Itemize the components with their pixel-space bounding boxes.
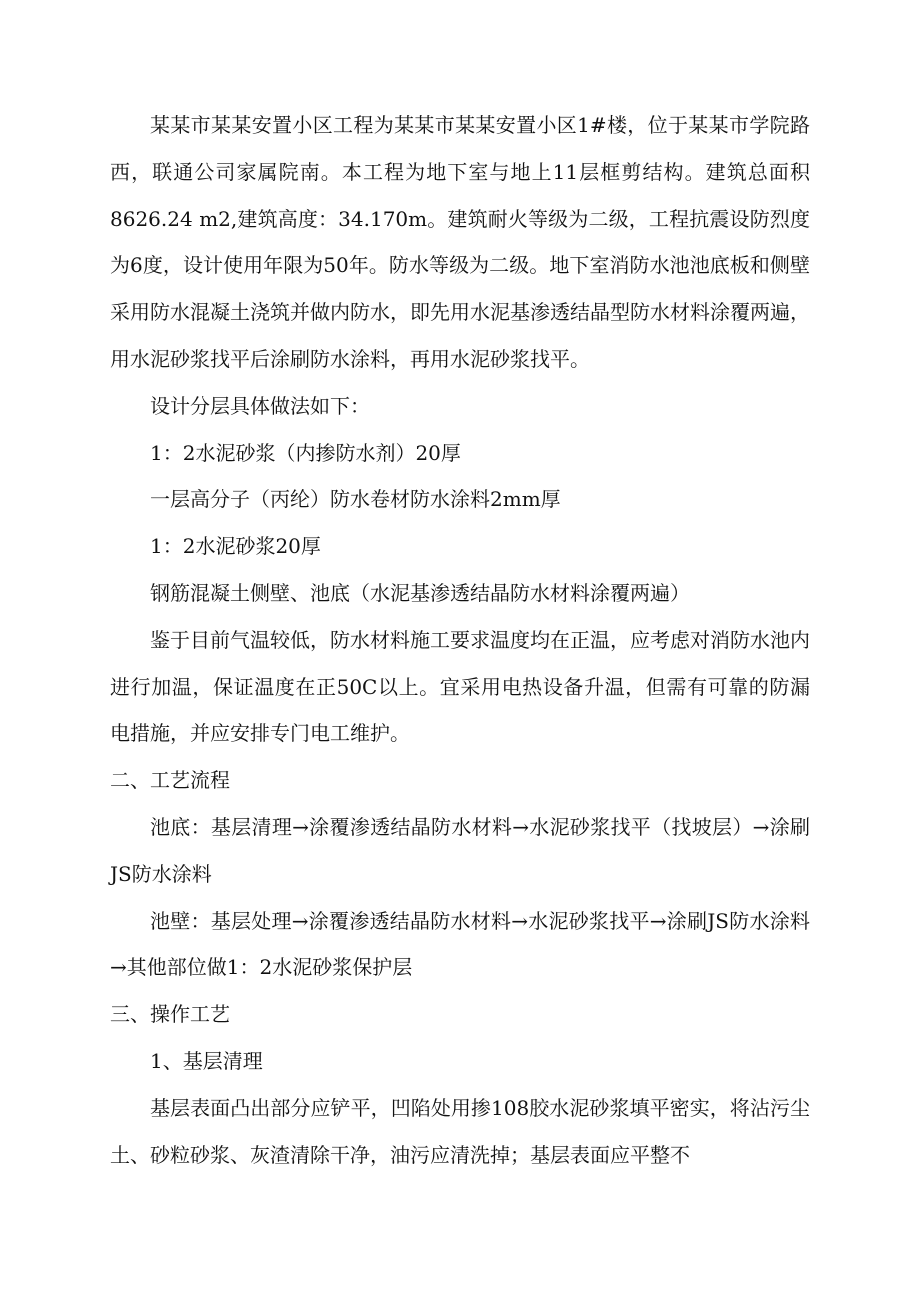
paragraph-layer-2: 一层高分子（丙纶）防水卷材防水涂料2mm厚	[150, 487, 561, 512]
paragraph-layer-1: 1：2水泥砂浆（内掺防水剂）20厚	[150, 440, 461, 465]
paragraph-heating-note: 鉴于目前气温较低，防水材料施工要求温度均在正温，应考虑对消防水池内进行加温，保证温度在正50C以上。宜采用电热设备升温，但需有可靠的防漏电措施，并应安排专门电工维护。	[110, 627, 810, 746]
paragraph-layer-4: 钢筋混凝土侧壁、池底（水泥基渗透结晶防水材料涂覆两遍）	[150, 580, 690, 605]
paragraph-pool-bottom-flow: 池底：基层清理→涂覆渗透结晶防水材料→水泥砂浆找平（找坡层）→涂刷JS防水涂料	[110, 814, 810, 886]
subheading-base-cleaning: 1、基层清理	[150, 1048, 263, 1073]
section-heading-operation: 三、操作工艺	[110, 1002, 230, 1027]
section-heading-process-flow: 二、工艺流程	[110, 768, 230, 793]
paragraph-layer-intro: 设计分层具体做法如下：	[150, 393, 370, 418]
paragraph-base-cleaning: 基层表面凸出部分应铲平，凹陷处用掺108胶水泥砂浆填平密实，将沾污尘土、砂粒砂浆、灰渣清除干净，油污应清洗掉；基层表面应平整不	[110, 1095, 810, 1167]
paragraph-layer-3: 1：2水泥砂浆20厚	[150, 534, 321, 559]
paragraph-project-overview: 某某市某某安置小区工程为某某市某某安置小区1#楼，位于某某市学院路西，联通公司家属院南。本工程为地下室与地上11层框剪结构。建筑总面积8626.24 m2,建筑高度：34.170m。建筑耐火等级为二级，工程抗震设防烈度为6度，设计使用年限为50年。防水等级为二级。地下室消防水池池底板和侧壁采用防水混凝土浇筑并做内防水，即先用水泥基渗透结晶型防水材料涂覆两遍，用水泥砂浆找平后涂刷防水涂料，再用水泥砂浆找平。	[110, 113, 810, 371]
paragraph-pool-wall-flow: 池壁：基层处理→涂覆渗透结晶防水材料→水泥砂浆找平→涂刷JS防水涂料→其他部位做1：2水泥砂浆保护层	[110, 908, 810, 980]
